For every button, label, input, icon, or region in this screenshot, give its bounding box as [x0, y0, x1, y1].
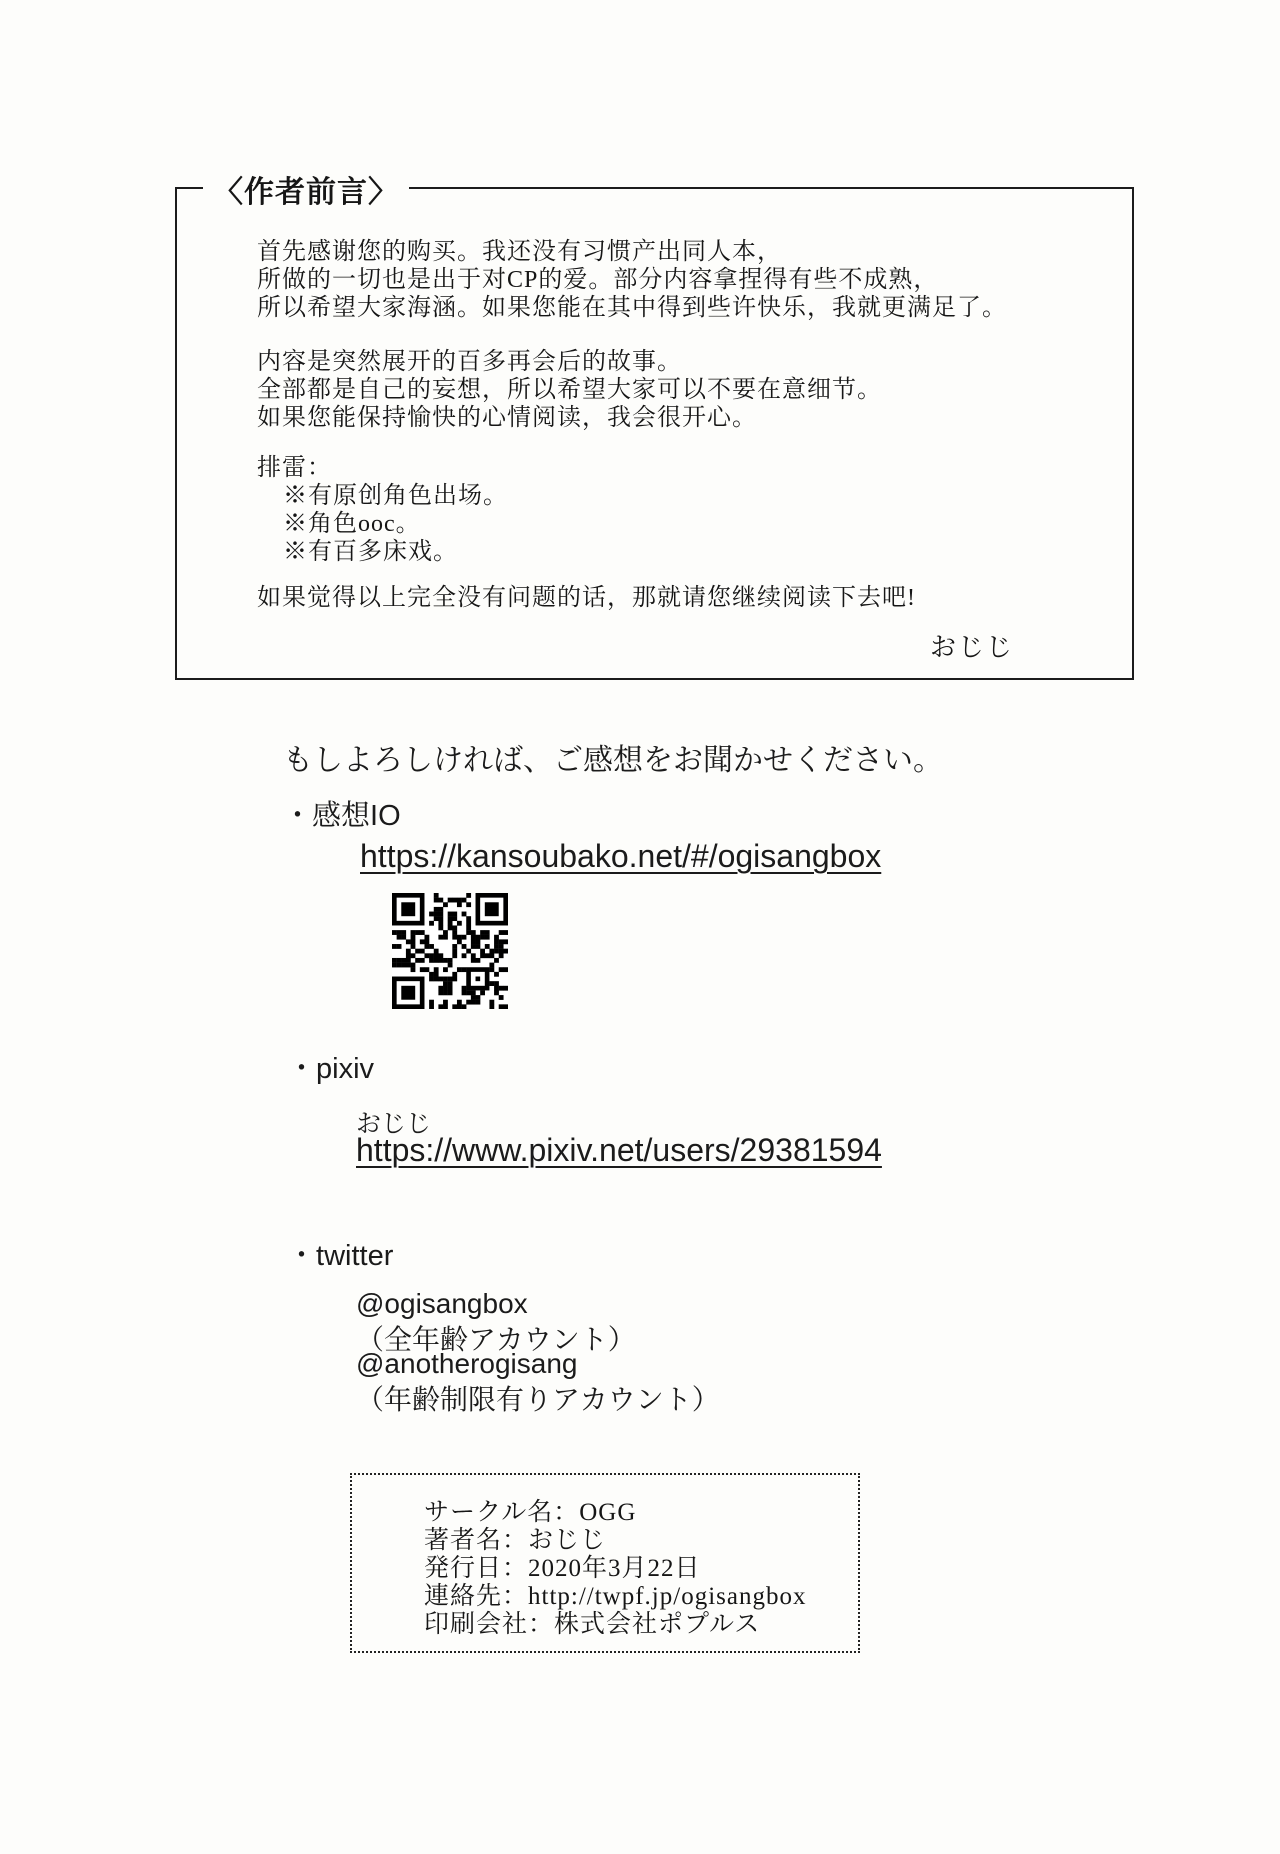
pixiv-url: https://www.pixiv.net/users/29381594 [356, 1132, 882, 1168]
preface-line: 所以希望大家海涵。如果您能在其中得到些许快乐，我就更满足了。 [257, 295, 1007, 321]
preface-line: 首先感谢您的购买。我还没有习惯产出同人本， [257, 239, 782, 265]
pixiv-label: pixiv [316, 1053, 375, 1085]
colophon-box [350, 1473, 860, 1653]
bullet-icon: ・ [287, 1053, 317, 1085]
qr-code [392, 893, 508, 1009]
feedback-message: もしよろしければ、ご感想をお聞かせください。 [283, 744, 943, 777]
colophon-contact-url: 連絡先：http://twpf.jp/ogisangbox [424, 1583, 807, 1610]
preface-box [175, 176, 1134, 680]
preface-closing-line: 如果觉得以上完全没有问题的话，那就请您继续阅读下去吧! [257, 585, 916, 611]
preface-line: 内容是突然展开的百多再会后的故事。 [257, 349, 682, 375]
preface-line: 所做的一切也是出于对CP的爱。部分内容拿捏得有些不成熟， [257, 267, 939, 293]
twitter-handle: @anotherogisang [356, 1348, 578, 1379]
pixiv-author-name: おじじ [356, 1110, 432, 1138]
colophon-printing-company: 印刷会社：株式会社ポプルス [424, 1611, 761, 1638]
warning-item: ※角色ooc。 [283, 511, 421, 537]
twitter-label: twitter [316, 1240, 394, 1272]
author-signature: おじじ [929, 633, 1014, 662]
kansou-io-url: https://kansoubako.net/#/ogisangbox [360, 838, 882, 874]
kansou-io-heading [283, 793, 401, 834]
twitter-heading [287, 1233, 393, 1274]
bullet-icon: ・ [283, 800, 313, 832]
warning-item: ※有原创角色出场。 [283, 483, 508, 509]
warning-label: 排雷： [257, 455, 332, 481]
warning-item: ※有百多床戏。 [283, 539, 458, 565]
preface-line: 如果您能保持愉快的心情阅读，我会很开心。 [257, 405, 757, 431]
colophon-author-name: 著者名：おじじ [424, 1527, 607, 1554]
twitter-handle: @ogisangbox [356, 1288, 528, 1319]
bullet-icon: ・ [287, 1240, 317, 1272]
pixiv-heading [287, 1046, 374, 1087]
kansou-io-label: 感想IO [312, 800, 401, 832]
preface-line: 全部都是自己的妄想，所以希望大家可以不要在意细节。 [257, 377, 882, 403]
preface-box-title: 〈作者前言〉 [203, 167, 409, 211]
colophon-publish-date: 発行日：2020年3月22日 [424, 1555, 701, 1582]
twitter-handle-note: （全年齢アカウント） [356, 1324, 636, 1355]
twitter-handle-note: （年齢制限有りアカウント） [356, 1384, 720, 1415]
colophon-circle-name: サークル名：OGG [424, 1499, 637, 1526]
